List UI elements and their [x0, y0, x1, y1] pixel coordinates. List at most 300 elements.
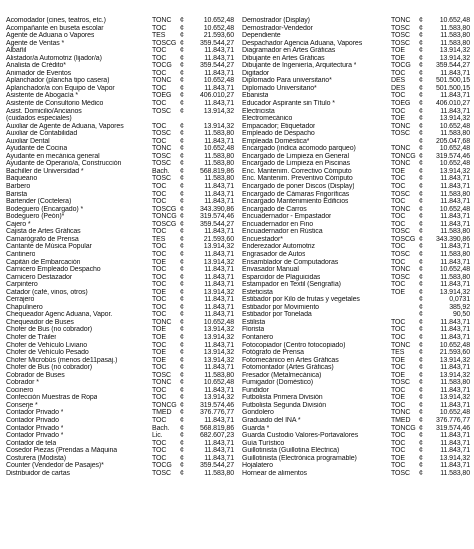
- salary-row: [6, 100, 236, 108]
- salary-row: [6, 266, 236, 274]
- currency-symbol: ¢: [180, 160, 184, 168]
- salary-amount: 11.583,80: [204, 130, 234, 138]
- occupation-name: Carnicero Destazador: [6, 273, 73, 281]
- salary-amount: 11.843,71: [204, 266, 234, 274]
- salary-amount: 11.843,71: [440, 69, 470, 77]
- salary-row: [242, 334, 470, 342]
- salary-amount: 11.843,71: [440, 318, 470, 326]
- currency-symbol: ¢: [180, 137, 184, 145]
- currency-symbol: ¢: [419, 311, 423, 319]
- salary-amount: 10.652,48: [203, 24, 234, 32]
- salary-row: [6, 289, 236, 297]
- occupation-name: Distribuidor de cartas: [6, 469, 70, 477]
- salary-amount: 11.843,71: [204, 386, 234, 394]
- occupation-name: Animador de Eventos: [6, 69, 72, 77]
- salary-row: [242, 394, 470, 402]
- salary-row: [6, 175, 236, 183]
- currency-symbol: ¢: [419, 145, 423, 153]
- category-code: TONC: [152, 17, 172, 24]
- currency-symbol: ¢: [180, 439, 184, 447]
- category-code: TOC: [152, 266, 167, 274]
- category-code: TOCG: [152, 62, 172, 70]
- category-code: TOC: [391, 175, 406, 183]
- occupation-name: Gondolero: [242, 409, 274, 417]
- currency-symbol: ¢: [180, 220, 184, 228]
- category-code: TOC: [152, 454, 167, 462]
- currency-symbol: ¢: [419, 190, 423, 198]
- salary-amount: 10.652,48: [439, 145, 470, 153]
- salary-row: [6, 417, 236, 425]
- currency-symbol: ¢: [419, 100, 423, 108]
- category-code: TOC: [152, 364, 167, 372]
- salary-amount: 13.914,32: [203, 107, 234, 115]
- category-code: TOC: [152, 311, 167, 319]
- occupation-name: Contador Privado *: [6, 424, 64, 432]
- category-code: TOC: [152, 416, 167, 424]
- currency-symbol: ¢: [180, 62, 184, 70]
- occupation-name: Barbero: [6, 183, 31, 191]
- currency-symbol: ¢: [419, 24, 423, 32]
- currency-symbol: ¢: [419, 92, 423, 100]
- salary-amount: 11.583,80: [440, 32, 470, 40]
- currency-symbol: ¢: [419, 152, 423, 160]
- salary-row: [242, 213, 470, 221]
- category-code: TOCG: [152, 462, 172, 470]
- category-code: TONC: [391, 122, 411, 130]
- occupation-name: Chofer de Vehículo Liviano: [6, 341, 88, 349]
- salary-row: [242, 281, 470, 289]
- occupation-name: Guarda Custodio Valores-Portavalores: [242, 432, 359, 440]
- salary-row: [6, 304, 236, 312]
- occupation-name: Empleado de Despacho: [242, 130, 315, 138]
- category-code: TMED: [152, 409, 172, 417]
- currency-symbol: ¢: [419, 258, 423, 266]
- salary-amount: 13.914,32: [203, 349, 234, 357]
- salary-amount: 0,0731: [449, 296, 470, 304]
- salary-amount: 205.047,68: [435, 137, 470, 145]
- salary-row: [6, 387, 236, 395]
- salary-row: [242, 251, 470, 259]
- salary-row: [6, 326, 236, 334]
- salary-amount: 11.843,71: [204, 54, 234, 62]
- currency-symbol: ¢: [180, 356, 184, 364]
- category-code: TOC: [152, 122, 167, 130]
- salary-amount: 13.914,32: [203, 122, 234, 130]
- currency-symbol: ¢: [180, 379, 184, 387]
- salary-amount: 13.914,32: [203, 258, 234, 266]
- salary-amount: 11.843,71: [204, 273, 234, 281]
- currency-symbol: ¢: [419, 401, 423, 409]
- category-code: TOC: [391, 183, 406, 191]
- category-code: DES: [391, 84, 406, 92]
- category-code: TOC: [391, 447, 406, 455]
- currency-symbol: ¢: [180, 273, 184, 281]
- salary-amount: 11.843,71: [440, 364, 470, 372]
- occupation-name: Auxiliar Dental: [6, 137, 50, 145]
- salary-row: [6, 402, 236, 410]
- currency-symbol: ¢: [419, 349, 423, 357]
- currency-symbol: ¢: [180, 303, 184, 311]
- currency-symbol: ¢: [180, 122, 184, 130]
- currency-symbol: ¢: [419, 371, 423, 379]
- salary-amount: 11.843,71: [204, 281, 234, 289]
- occupation-name: Acompañante en buseta escolar: [6, 24, 104, 32]
- category-code: TOC: [152, 296, 167, 304]
- category-code: TOSC: [391, 379, 410, 387]
- salary-row: [242, 236, 470, 244]
- occupation-name: Fotocopiador (Centro fotocopiado): [242, 341, 346, 349]
- category-code: DES: [391, 77, 406, 85]
- category-code: TOC: [391, 326, 406, 334]
- salary-row: [6, 168, 236, 176]
- category-code: TONC: [391, 145, 411, 153]
- salary-row: [242, 206, 470, 214]
- occupation-name: Envasador Manual: [242, 266, 299, 274]
- salary-row: [6, 281, 236, 289]
- category-code: TOE: [391, 47, 405, 55]
- salary-row: [242, 123, 470, 131]
- occupation-name: Empacador; Etiquetador: [242, 122, 316, 130]
- salary-row: [6, 274, 236, 282]
- occupation-name: Encuadernador en Fino: [242, 220, 314, 228]
- category-code: TOC: [152, 69, 167, 77]
- currency-symbol: ¢: [180, 84, 184, 92]
- category-code: TOC: [152, 243, 167, 251]
- category-code: TOSC: [152, 160, 171, 168]
- salary-amount: 21.593,60: [203, 32, 234, 40]
- occupation-name: Futbolista Segunda División: [242, 401, 327, 409]
- currency-symbol: ¢: [419, 432, 423, 440]
- salary-row: [6, 25, 236, 33]
- currency-symbol: ¢: [419, 281, 423, 289]
- occupation-name: Hojalatero: [242, 462, 273, 470]
- salary-amount: 343.390,86: [435, 235, 470, 243]
- salary-amount: 11.583,80: [440, 273, 470, 281]
- currency-symbol: ¢: [419, 266, 423, 274]
- occupation-name: Chequeador de Buses: [6, 318, 74, 326]
- currency-symbol: ¢: [419, 54, 423, 62]
- currency-symbol: ¢: [180, 266, 184, 274]
- currency-symbol: ¢: [419, 341, 423, 349]
- salary-row: [242, 379, 470, 387]
- salary-amount: 10.652,48: [439, 409, 470, 417]
- salary-row: [242, 455, 470, 463]
- salary-amount: 11.843,71: [440, 198, 470, 206]
- category-code: TOSC: [391, 24, 410, 32]
- salary-row: [6, 40, 236, 48]
- occupation-name: Contador Privado *: [6, 432, 64, 440]
- category-code: TES: [391, 349, 405, 357]
- currency-symbol: ¢: [180, 386, 184, 394]
- currency-symbol: ¢: [419, 160, 423, 168]
- category-code: TOE: [391, 394, 405, 402]
- salary-row: [242, 191, 470, 199]
- occupation-name: Encargado de Limpieza en Piscinas: [242, 160, 350, 168]
- occupation-name: Cobrador *: [6, 379, 39, 387]
- salary-row: [242, 296, 470, 304]
- category-code: TONC: [391, 341, 411, 349]
- salary-row: [6, 357, 236, 365]
- salary-row: [6, 115, 236, 123]
- currency-symbol: ¢: [180, 416, 184, 424]
- currency-symbol: ¢: [419, 228, 423, 236]
- salary-amount: 359.544,27: [199, 62, 234, 70]
- currency-symbol: ¢: [419, 69, 423, 77]
- salary-row: [242, 130, 470, 138]
- currency-symbol: ¢: [180, 409, 184, 417]
- currency-symbol: ¢: [180, 469, 184, 477]
- salary-amount: 11.843,71: [440, 439, 470, 447]
- category-code: TONC: [152, 145, 172, 153]
- category-code: TOC: [152, 447, 167, 455]
- salary-amount: 11.843,71: [440, 401, 470, 409]
- currency-symbol: ¢: [180, 318, 184, 326]
- currency-symbol: ¢: [180, 364, 184, 372]
- salary-amount: 10.652,48: [203, 318, 234, 326]
- occupation-name: Encargado de Cámaras Frigoríficas: [242, 190, 350, 198]
- occupation-name: Catador (café, vinos, otros): [6, 288, 88, 296]
- category-code: TOSCG: [152, 39, 177, 47]
- salary-amount: 11.843,71: [440, 220, 470, 228]
- occupation-name: Counter (Vendedor de Pasajes)*: [6, 462, 104, 470]
- currency-symbol: ¢: [180, 198, 184, 206]
- salary-row: [6, 191, 236, 199]
- salary-amount: 13.914,32: [439, 115, 470, 123]
- salary-amount: 11.843,71: [440, 386, 470, 394]
- salary-row: [242, 145, 470, 153]
- currency-symbol: ¢: [180, 371, 184, 379]
- salary-row: [6, 198, 236, 206]
- salary-amount: 10.652,48: [203, 77, 234, 85]
- salary-row: [6, 183, 236, 191]
- currency-symbol: ¢: [419, 198, 423, 206]
- occupation-name: Fontanero: [242, 333, 274, 341]
- occupation-name: Dibujante en Artes Gráficas: [242, 54, 325, 62]
- salary-amount: 13.914,32: [439, 454, 470, 462]
- salary-amount: 13.914,32: [439, 394, 470, 402]
- salary-amount: 11.843,71: [440, 462, 470, 470]
- salary-row: [242, 417, 470, 425]
- occupation-name: Capitán de Embarcación: [6, 258, 81, 266]
- salary-row: [242, 175, 470, 183]
- salary-amount: 359.544,27: [435, 62, 470, 70]
- currency-symbol: ¢: [180, 454, 184, 462]
- currency-symbol: ¢: [419, 394, 423, 402]
- currency-symbol: ¢: [419, 364, 423, 372]
- salary-row: [6, 372, 236, 380]
- currency-symbol: ¢: [419, 273, 423, 281]
- occupation-name: Encargado de Limpieza en General: [242, 152, 349, 160]
- salary-row: [242, 387, 470, 395]
- occupation-name: Electricista: [242, 107, 275, 115]
- category-code: TOSC: [152, 469, 171, 477]
- salary-row: [6, 349, 236, 357]
- category-code: TOC: [391, 198, 406, 206]
- currency-symbol: ¢: [180, 311, 184, 319]
- currency-symbol: ¢: [180, 341, 184, 349]
- category-code: TOC: [152, 281, 167, 289]
- category-code: TONC: [152, 318, 172, 326]
- salary-amount: 406.010,27: [199, 92, 234, 100]
- currency-symbol: ¢: [180, 47, 184, 55]
- salary-row: [242, 40, 470, 48]
- currency-symbol: ¢: [419, 122, 423, 130]
- salary-row: [6, 160, 236, 168]
- salary-row: [242, 17, 470, 25]
- occupation-name: Ayudante de Cocina: [6, 145, 68, 153]
- occupation-name: Guillotinista (Guillotina Eléctrica): [242, 447, 340, 455]
- salary-row: [242, 77, 470, 85]
- salary-row: [242, 259, 470, 267]
- salary-amount: 13.914,32: [439, 47, 470, 55]
- currency-symbol: ¢: [419, 175, 423, 183]
- salary-row: [242, 349, 470, 357]
- salary-row: [242, 62, 470, 70]
- currency-symbol: ¢: [419, 130, 423, 138]
- currency-symbol: ¢: [180, 333, 184, 341]
- occupation-name: Acomodador (cines, teatros, etc.): [6, 17, 106, 24]
- occupation-name: Analista de Crédito*: [6, 62, 66, 70]
- salary-amount: 11.583,80: [440, 469, 470, 477]
- currency-symbol: ¢: [180, 190, 184, 198]
- salary-row: [242, 425, 470, 433]
- salary-amount: 11.583,80: [440, 379, 470, 387]
- salary-row: [6, 85, 236, 93]
- salary-row: [242, 470, 470, 478]
- occupation-name: Guillotinista (Electrónica programable): [242, 454, 357, 462]
- category-code: TOC: [391, 401, 406, 409]
- salary-amount: 11.843,71: [440, 243, 470, 251]
- currency-symbol: ¢: [180, 130, 184, 138]
- salary-row: [242, 289, 470, 297]
- occupation-name: Enderezador Automotriz: [242, 243, 315, 251]
- occupation-name: Chofer Microbús (menos de11pasaj.): [6, 356, 118, 364]
- occupation-name: Asistente de Abogacía *: [6, 92, 79, 100]
- occupation-name: Estampador en Textil (Serigrafía): [242, 281, 341, 289]
- occupation-name: Albañil: [6, 47, 27, 55]
- occupation-name: Encuadernador en Rústica: [242, 228, 323, 236]
- salary-amount: 406.010,27: [435, 100, 470, 108]
- salary-amount: 11.583,80: [440, 190, 470, 198]
- occupation-name: Encargado de Carros: [242, 205, 307, 213]
- category-code: TOC: [152, 439, 167, 447]
- currency-symbol: ¢: [419, 296, 423, 304]
- salary-amount: 501.500,15: [435, 77, 470, 85]
- occupation-name: Cajista de Artes Gráficas: [6, 228, 81, 236]
- salary-row: [242, 70, 470, 78]
- category-code: TONCG: [391, 152, 416, 160]
- occupation-name: Alistador/a Automotriz (lijador/a): [6, 54, 102, 62]
- occupation-name: Estibador por Movimiento: [242, 303, 319, 311]
- occupation-name: Conserje *: [6, 401, 38, 409]
- category-code: TOC: [152, 24, 167, 32]
- salary-row: [6, 108, 236, 116]
- category-code: TOC: [391, 364, 406, 372]
- currency-symbol: ¢: [180, 39, 184, 47]
- salary-amount: 11.843,71: [204, 311, 234, 319]
- salary-amount: 319.574,46: [435, 424, 470, 432]
- salary-row: [6, 259, 236, 267]
- salary-amount: 11.583,80: [204, 160, 234, 168]
- currency-symbol: ¢: [419, 32, 423, 40]
- salary-row: [6, 296, 236, 304]
- salary-row: [6, 145, 236, 153]
- occupation-name: Encargado de poner Discos (Display): [242, 183, 355, 191]
- occupation-name: Encargado Mantenimiento Edificios: [242, 198, 349, 206]
- category-code: TES: [152, 32, 166, 40]
- salary-amount: 11.843,71: [440, 333, 470, 341]
- salary-amount: 319.574,46: [435, 152, 470, 160]
- category-code: Bach.: [152, 424, 170, 432]
- salary-amount: 11.583,80: [440, 250, 470, 258]
- salary-amount: 682.607,23: [199, 432, 234, 440]
- category-code: TOC: [391, 432, 406, 440]
- category-code: TOE: [152, 356, 166, 364]
- currency-symbol: ¢: [419, 424, 423, 432]
- currency-symbol: ¢: [419, 183, 423, 191]
- currency-symbol: ¢: [180, 462, 184, 470]
- salary-row: [242, 55, 470, 63]
- occupation-name: Chofer de Tráiler: [6, 333, 57, 341]
- currency-symbol: ¢: [180, 296, 184, 304]
- category-code: TOC: [152, 183, 167, 191]
- occupation-name: Estilista: [242, 318, 266, 326]
- salary-amount: 11.843,71: [440, 107, 470, 115]
- salary-row: [242, 100, 470, 108]
- category-code: TONC: [152, 77, 172, 85]
- salary-amount: 11.843,71: [204, 137, 234, 145]
- currency-symbol: ¢: [419, 220, 423, 228]
- salary-amount: 11.843,71: [204, 439, 234, 447]
- salary-row: [6, 138, 236, 146]
- occupation-name: Electromecánico: [242, 115, 293, 123]
- salary-row: [242, 462, 470, 470]
- salary-amount: 11.843,71: [440, 183, 470, 191]
- salary-row: [6, 455, 236, 463]
- currency-symbol: ¢: [180, 213, 184, 221]
- salary-row: [242, 447, 470, 455]
- currency-symbol: ¢: [419, 62, 423, 70]
- category-code: TES: [152, 235, 166, 243]
- salary-amount: 11.843,71: [204, 296, 234, 304]
- currency-symbol: ¢: [180, 32, 184, 40]
- currency-symbol: ¢: [419, 416, 423, 424]
- occupation-name: Barista: [6, 190, 28, 198]
- category-code: TOSCG: [152, 220, 177, 228]
- currency-symbol: ¢: [419, 439, 423, 447]
- salary-row: [242, 266, 470, 274]
- salary-amount: 11.843,71: [204, 84, 234, 92]
- currency-symbol: ¢: [419, 39, 423, 47]
- occupation-name: Fotógrafo de Prensa: [242, 349, 304, 357]
- currency-symbol: ¢: [419, 205, 423, 213]
- category-code: TOC: [391, 333, 406, 341]
- currency-symbol: ¢: [180, 167, 184, 175]
- occupation-name: Enc. Mantenim. Preventivo Cómputo: [242, 175, 353, 183]
- salary-row: [242, 108, 470, 116]
- currency-symbol: ¢: [419, 454, 423, 462]
- salary-amount: 13.914,32: [439, 356, 470, 364]
- category-code: TOE: [391, 115, 405, 123]
- salary-amount: 11.843,71: [440, 175, 470, 183]
- salary-amount: 13.914,32: [203, 288, 234, 296]
- category-code: TONC: [152, 379, 172, 387]
- salary-amount: 11.843,71: [204, 100, 234, 108]
- category-code: TOC: [152, 386, 167, 394]
- currency-symbol: ¢: [419, 469, 423, 477]
- currency-symbol: ¢: [180, 349, 184, 357]
- salary-amount: 11.583,80: [204, 175, 234, 183]
